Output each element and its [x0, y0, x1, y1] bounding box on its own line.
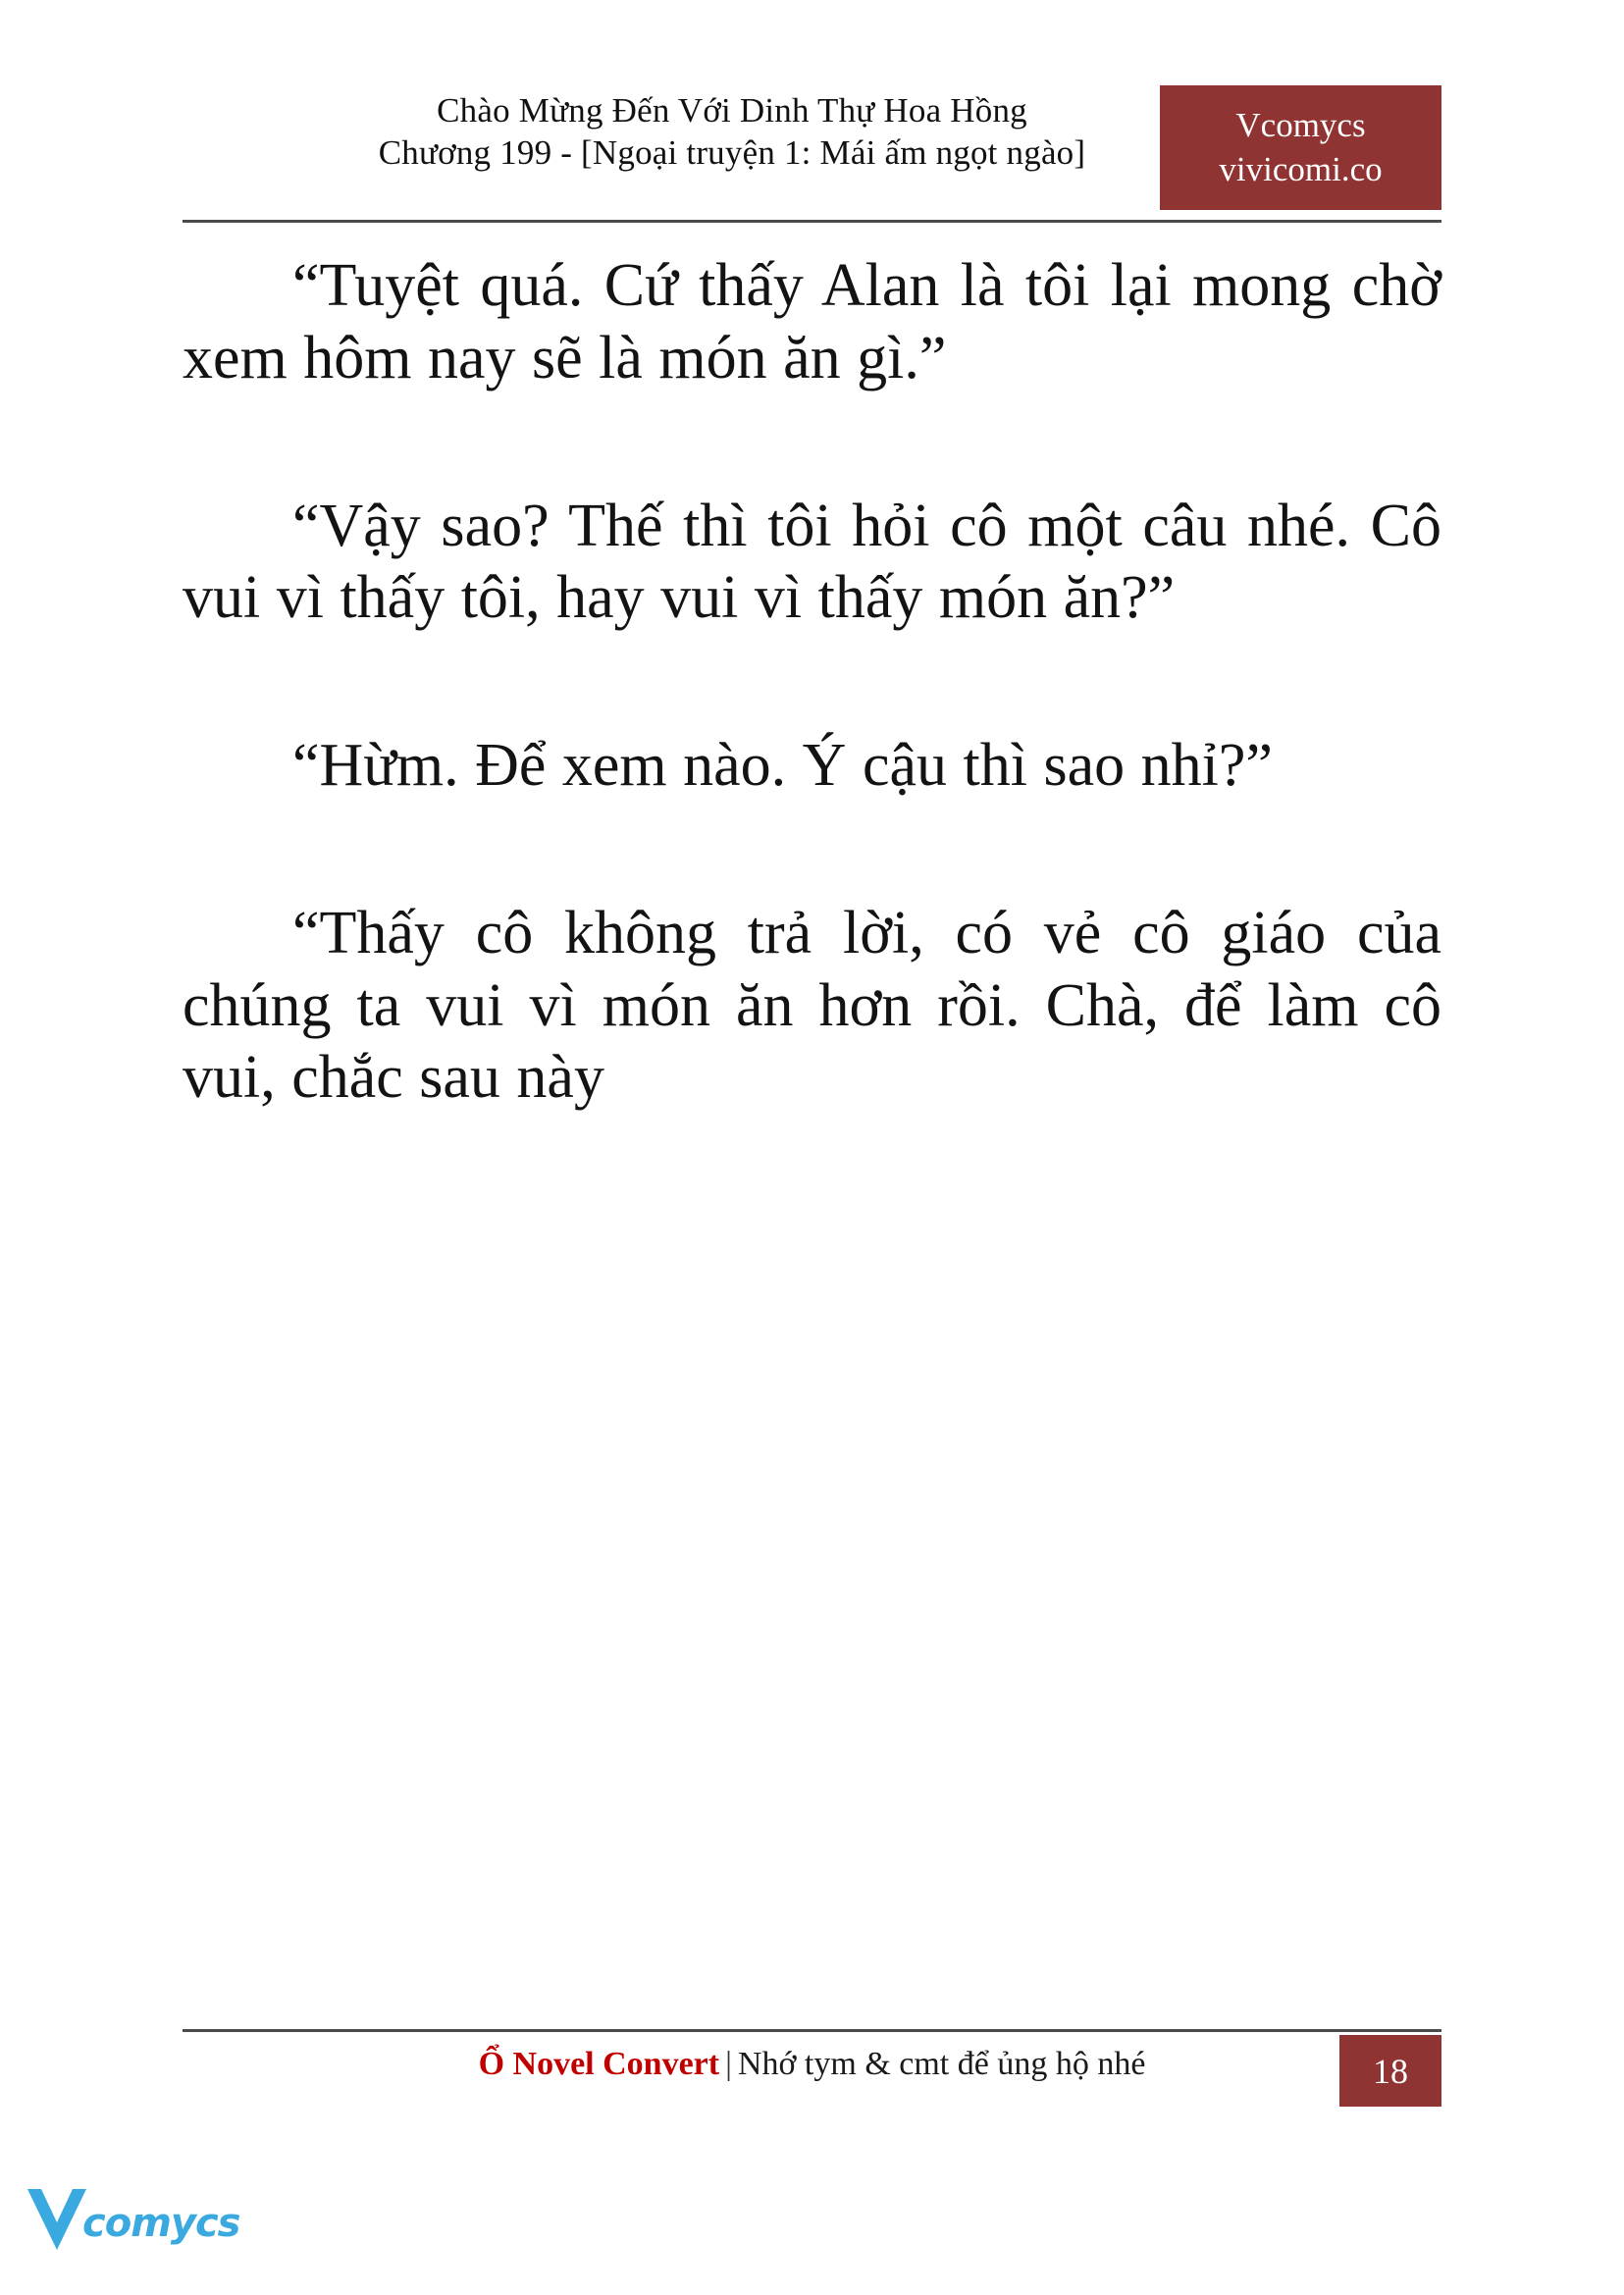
- book-title: Chào Mừng Đến Với Dinh Thự Hoa Hồng: [437, 91, 1027, 130]
- footer-credit: [183, 2046, 1441, 2083]
- footer-separator: |: [725, 2046, 732, 2082]
- chapter-title: Chương 199 - [Ngoại truyện 1: Mái ấm ngọt ngào]: [378, 132, 1086, 172]
- page-content: [183, 250, 1441, 1115]
- triangle-inner-icon: [41, 2189, 73, 2222]
- page-footer: [183, 2029, 1441, 2104]
- paragraph: “Thấy cô không trả lời, có vẻ cô giáo của chúng ta vui vì món ăn hơn rồi. Chà, để làm cô vui, chắc sau này: [183, 899, 1441, 1112]
- footer-note: Nhớ tym & cmt để ủng hộ nhé: [737, 2046, 1146, 2082]
- page-header: [183, 90, 1441, 223]
- page-number: 18: [1339, 2035, 1441, 2107]
- header-title-block: [183, 90, 1282, 174]
- footer-brand: Ổ Novel Convert: [478, 2046, 720, 2082]
- paragraph: “Tuyệt quá. Cứ thấy Alan là tôi lại mong chờ xem hôm nay sẽ là món ăn gì.”: [183, 252, 1441, 391]
- paragraph: “Hừm. Để xem nào. Ý cậu thì sao nhỉ?”: [292, 732, 1273, 800]
- site-badge-name: Vcomycs: [1235, 105, 1366, 144]
- paragraph: “Vậy sao? Thế thì tôi hỏi cô một câu nhé. Cô vui vì thấy tôi, hay vui vì thấy món ăn?”: [183, 492, 1441, 632]
- vcomycs-watermark-logo: [27, 2183, 240, 2271]
- site-badge: [1160, 85, 1441, 210]
- site-badge-url: vivicomi.co: [1219, 149, 1383, 188]
- watermark-label: comycs: [82, 2201, 240, 2246]
